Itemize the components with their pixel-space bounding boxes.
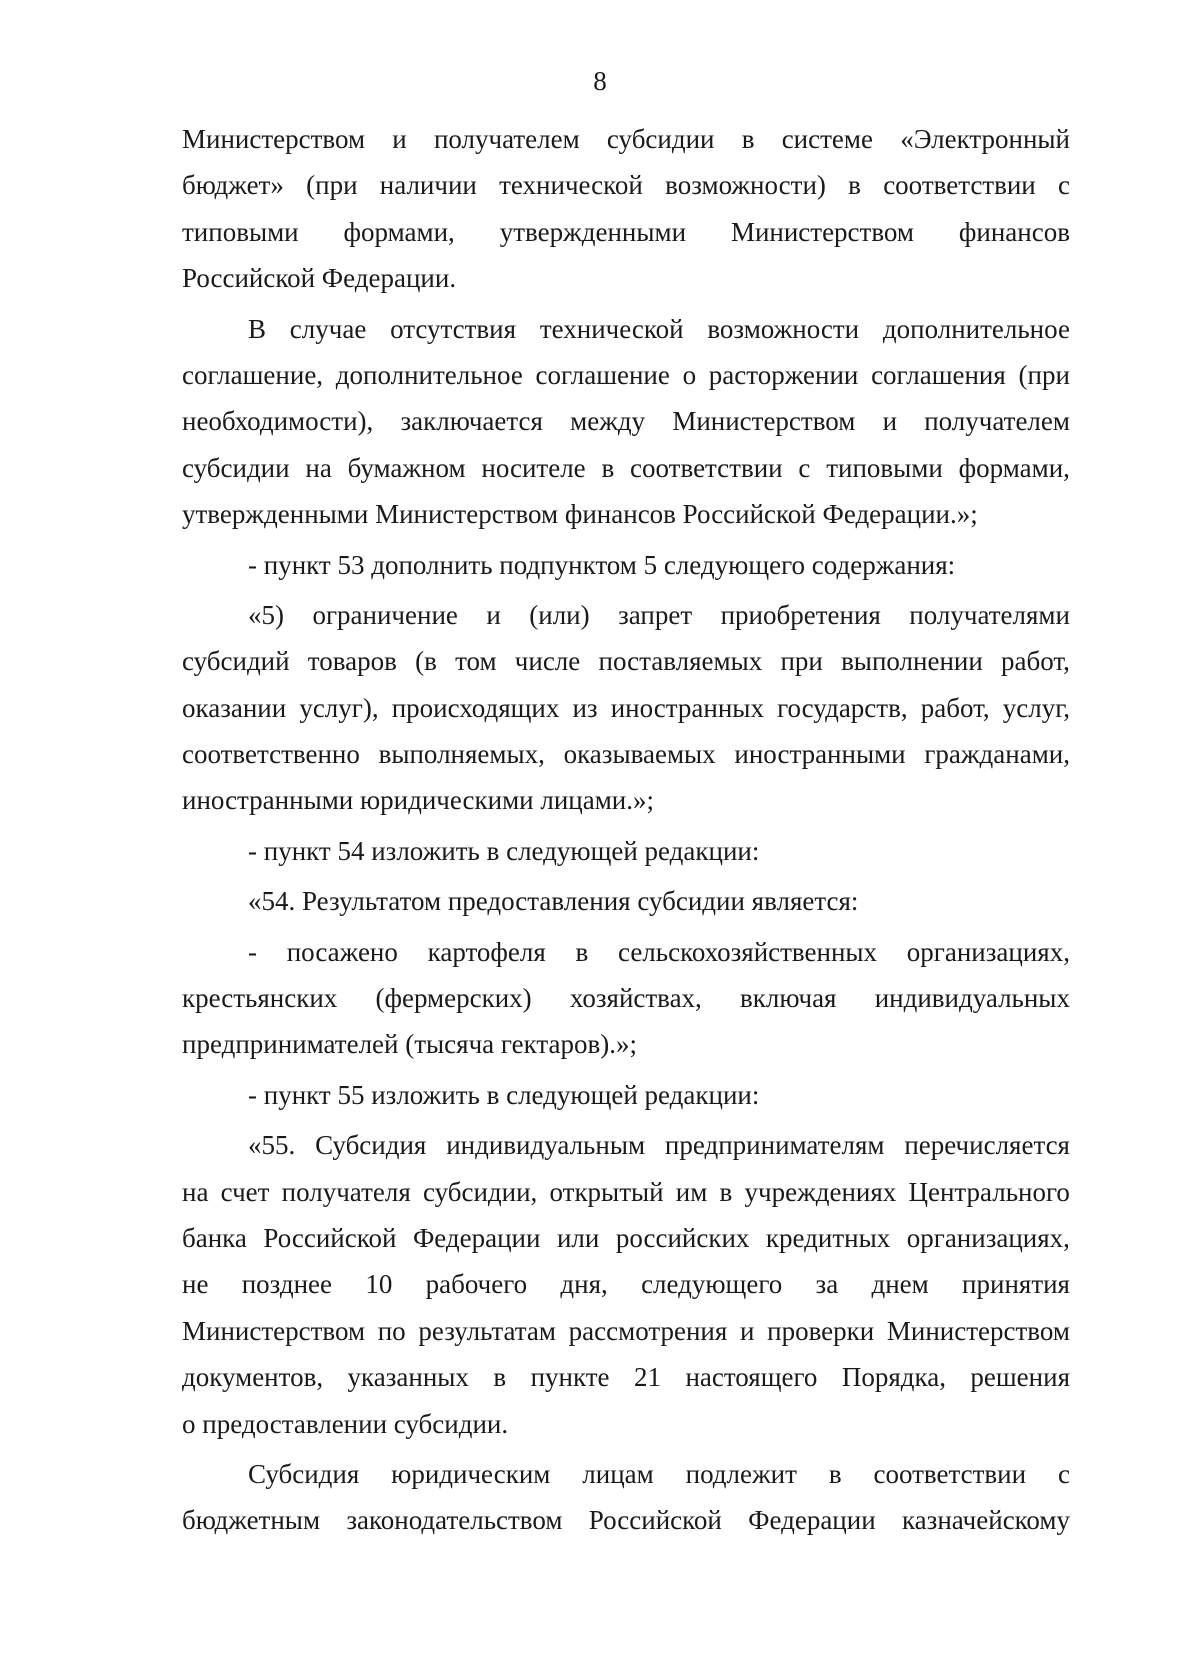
text-line — [182, 162, 1070, 208]
word: носителе — [481, 452, 586, 483]
text-line — [182, 929, 1070, 975]
word: законодательством — [346, 1505, 563, 1536]
word: из — [572, 692, 598, 723]
text-line: предпринимателей (тысяча гектаров).»; — [182, 1029, 637, 1060]
text-line — [182, 1308, 1070, 1354]
word: - — [248, 936, 257, 967]
text-line — [182, 685, 1070, 731]
document-body — [182, 116, 1070, 1544]
word: и — [392, 124, 407, 154]
text-line: Российской Федерации. — [182, 263, 457, 294]
word: типовыми — [182, 216, 299, 247]
word: происходящих — [391, 692, 560, 723]
word: им — [675, 1176, 708, 1207]
word: услуг, — [1002, 692, 1070, 723]
word: получателями — [909, 599, 1070, 630]
word: крестьянских — [182, 983, 338, 1014]
word: (в — [415, 646, 437, 677]
text-line — [182, 1354, 1070, 1400]
word: юридическим — [391, 1458, 551, 1489]
word: организациях, — [906, 936, 1070, 967]
text-line: - пункт 54 изложить в следующей редакции: — [248, 835, 760, 866]
word: перечисляется — [904, 1130, 1070, 1161]
text-line — [182, 1215, 1070, 1261]
text-line — [182, 352, 1070, 398]
word: запрет — [618, 599, 693, 630]
text-line — [182, 306, 1070, 352]
word: выполняемых, — [378, 739, 545, 770]
word: в — [719, 1176, 733, 1207]
word: оказываемых — [563, 739, 716, 770]
word: и — [486, 599, 501, 630]
text-line: утвержденными Министерством финансов Российской Федерации.»; — [182, 499, 978, 530]
word: «Электронный — [900, 124, 1070, 154]
word: субсидии — [606, 124, 715, 154]
word: подлежит — [685, 1458, 797, 1489]
word: государств, — [777, 692, 908, 723]
text-line — [182, 1497, 1070, 1543]
word: соглашение, — [182, 359, 324, 390]
word: результатам — [418, 1315, 556, 1346]
word: сельскохозяйственных — [618, 936, 878, 967]
word: приобретения — [720, 599, 881, 630]
word: картофеля — [427, 936, 546, 967]
word: возможности — [707, 313, 860, 344]
text-line — [182, 592, 1070, 638]
word: днем — [871, 1269, 929, 1300]
word: соответствии — [883, 170, 1036, 201]
word: заключается — [400, 406, 543, 437]
word: поставляемых — [598, 646, 763, 677]
word: Субсидия — [248, 1458, 360, 1489]
word: о — [682, 359, 697, 390]
word: на — [305, 452, 332, 483]
word: Федерации — [412, 1222, 541, 1253]
word: 10 — [365, 1269, 393, 1300]
text-line — [182, 116, 1070, 162]
word: отсутствия — [390, 313, 517, 344]
word: предпринимателям — [664, 1130, 885, 1161]
word: дополнительное — [335, 359, 523, 390]
word: «5) — [248, 599, 284, 630]
word: В — [248, 313, 267, 344]
word: лицам — [582, 1458, 654, 1489]
word: ограничение — [312, 599, 458, 630]
word: типовыми — [826, 452, 943, 483]
word: получателем — [433, 124, 580, 154]
word: Субсидия — [315, 1130, 427, 1161]
word: Российской — [263, 1222, 397, 1253]
text-line: - пункт 53 дополнить подпунктом 5 следующего содержания: — [248, 549, 956, 580]
text-line — [182, 638, 1070, 684]
word: индивидуальных — [874, 983, 1070, 1014]
word: позднее — [241, 1269, 333, 1300]
word: бумажном — [347, 452, 466, 483]
word: рассмотрения — [568, 1315, 728, 1346]
word: субсидий — [182, 646, 290, 677]
word: соглашение — [535, 359, 670, 390]
word: и — [739, 1315, 755, 1346]
word: в — [575, 936, 589, 967]
word: гражданами, — [924, 739, 1070, 770]
word: казначейскому — [901, 1505, 1070, 1536]
word: (при — [306, 170, 358, 201]
word: и — [882, 406, 898, 437]
word: «55. — [248, 1130, 296, 1161]
word: индивидуальным — [446, 1130, 646, 1161]
word: включая — [740, 983, 837, 1014]
word: получателя — [281, 1176, 411, 1207]
word: бюджет» — [182, 170, 284, 201]
page-number: 8 — [593, 66, 607, 96]
word: системе — [781, 124, 873, 154]
word: товаров — [307, 646, 397, 677]
word: при — [780, 646, 823, 677]
text-line — [182, 209, 1070, 255]
word: решения — [970, 1362, 1070, 1393]
word: следующего — [641, 1269, 783, 1300]
word: (фермерских) — [375, 983, 532, 1014]
word: (при — [1018, 359, 1070, 390]
word: в — [828, 1458, 842, 1489]
word: дополнительное — [882, 313, 1070, 344]
word: Центрального — [908, 1176, 1070, 1207]
word: хозяйствах, — [569, 983, 702, 1014]
word: с — [1058, 170, 1070, 201]
text-line: иностранными юридическими лицами.»; — [182, 785, 655, 816]
word: дня, — [560, 1269, 608, 1300]
word: принятия — [962, 1269, 1070, 1300]
word: субсидии, — [422, 1176, 538, 1207]
word: бюджетным — [182, 1505, 321, 1536]
word: или — [556, 1222, 600, 1253]
word: наличии — [379, 170, 477, 201]
word: Министерством — [182, 1315, 366, 1346]
word: Российской — [588, 1505, 722, 1536]
word: Министерством — [730, 216, 914, 247]
word: формами, — [343, 216, 455, 247]
word: пункте — [530, 1362, 610, 1393]
word: работ, — [920, 692, 990, 723]
word: банка — [182, 1222, 247, 1253]
word: соглашения — [871, 359, 1006, 390]
word: в — [848, 170, 861, 201]
word: между — [570, 406, 646, 437]
word: необходимости), — [182, 406, 374, 437]
word: документов, — [182, 1362, 324, 1393]
word: российских — [615, 1222, 750, 1253]
word: получателем — [924, 406, 1070, 437]
word: настоящего — [685, 1362, 818, 1393]
text-line: - пункт 55 изложить в следующей редакции: — [248, 1079, 760, 1110]
word: оказании — [182, 692, 287, 723]
text-line — [182, 975, 1070, 1021]
word: в — [601, 452, 615, 483]
word: Федерации — [748, 1505, 876, 1536]
text-line: о предоставлении субсидии. — [182, 1408, 509, 1439]
word: числе — [514, 646, 581, 677]
word: субсидии — [182, 452, 290, 483]
word: проверки — [767, 1315, 875, 1346]
word: 21 — [633, 1362, 661, 1393]
word: Министерством — [886, 1315, 1070, 1346]
word: в — [741, 124, 755, 154]
word: иностранных — [610, 692, 764, 723]
text-line — [182, 1169, 1070, 1215]
word: Порядка, — [841, 1362, 946, 1393]
word: с — [1057, 1458, 1070, 1489]
word: указанных — [347, 1362, 469, 1393]
word: услуг), — [299, 692, 379, 723]
word: соответственно — [182, 739, 360, 770]
word: не — [182, 1269, 209, 1300]
word: на — [182, 1176, 209, 1207]
word: учреждениях — [744, 1176, 897, 1207]
word: работ, — [1001, 646, 1070, 677]
word: Министерством — [182, 124, 366, 154]
word: соответствии — [630, 452, 783, 483]
text-line — [182, 398, 1070, 444]
word: (или) — [529, 599, 590, 630]
text-line — [182, 1122, 1070, 1168]
word: возможности) — [665, 170, 826, 201]
word: соответствии — [873, 1458, 1027, 1489]
word: расторжении — [708, 359, 859, 390]
text-line — [182, 1451, 1070, 1497]
word: счет — [220, 1176, 270, 1207]
word: рабочего — [425, 1269, 528, 1300]
word: в — [493, 1362, 507, 1393]
text-line — [182, 731, 1070, 777]
word: случае — [289, 313, 367, 344]
word: технической — [539, 313, 684, 344]
word: организациях, — [906, 1222, 1070, 1253]
text-line — [182, 1261, 1070, 1307]
word: за — [815, 1269, 839, 1300]
word: формами, — [958, 452, 1070, 483]
word: иностранными — [734, 739, 906, 770]
word: том — [455, 646, 497, 677]
word: технической — [499, 170, 643, 201]
word: кредитных — [765, 1222, 891, 1253]
word: финансов — [958, 216, 1070, 247]
word: Министерством — [672, 406, 856, 437]
text-line: «54. Результатом предоставления субсидии является: — [248, 886, 859, 917]
word: по — [377, 1315, 406, 1346]
word: выполнении — [841, 646, 983, 677]
word: открытый — [549, 1176, 664, 1207]
word: посажено — [286, 936, 398, 967]
text-line — [182, 445, 1070, 491]
word: утвержденными — [499, 216, 687, 247]
word: с — [798, 452, 811, 483]
